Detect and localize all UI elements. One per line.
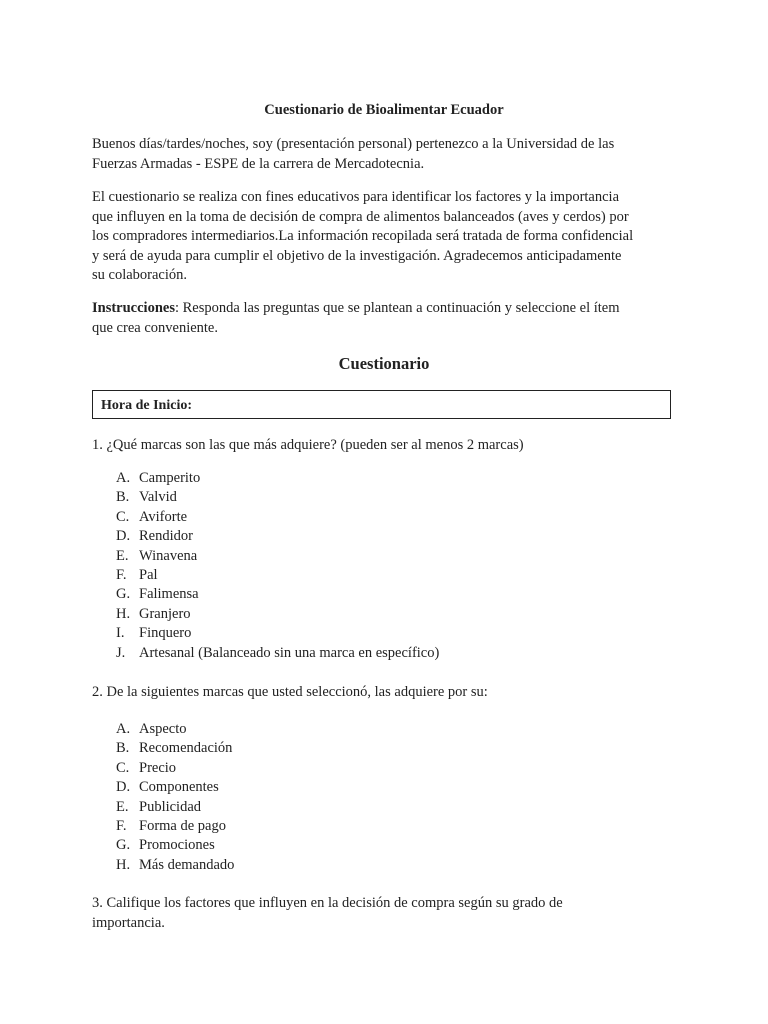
option-label: Granjero — [139, 605, 191, 622]
intro-paragraph — [92, 135, 676, 174]
option-item[interactable] — [116, 624, 439, 643]
option-label: Aspecto — [139, 721, 187, 737]
instructions-paragraph — [92, 299, 676, 338]
option-item[interactable] — [116, 585, 439, 604]
option-letter: A. — [116, 470, 131, 486]
option-letter: F. — [116, 567, 127, 584]
question-1: 1. ¿Qué marcas son las que más adquiere? (pueden ser al menos 2 marcas) — [92, 437, 524, 453]
option-item[interactable] — [116, 856, 234, 875]
start-time-box[interactable] — [92, 390, 671, 419]
option-item[interactable] — [116, 739, 234, 758]
option-item[interactable] — [116, 508, 439, 527]
option-label: Aviforte — [139, 508, 188, 525]
instructions-label: Instrucciones — [92, 300, 175, 316]
option-label: Forma de pago — [139, 818, 226, 835]
document-title: Cuestionario de Bioalimentar Ecuador — [264, 102, 504, 118]
option-label: Finquero — [139, 625, 192, 642]
section-title: Cuestionario — [338, 354, 430, 373]
purpose-paragraph — [92, 188, 676, 286]
start-time-label: Hora de Inicio: — [101, 398, 192, 413]
option-letter: H. — [116, 856, 131, 873]
question-2: 2. De la siguientes marcas que usted seleccionó, las adquiere por su: — [92, 684, 488, 700]
option-item[interactable] — [116, 605, 439, 624]
option-label: Precio — [139, 759, 177, 776]
purpose-line: El cuestionario se realiza con fines educativos para identificar los factores y la importancia — [92, 189, 620, 205]
option-item[interactable] — [116, 836, 234, 855]
option-item[interactable] — [116, 488, 439, 507]
option-letter: B. — [116, 740, 130, 757]
intro-line: Fuerzas Armadas - ESPE de la carrera de Mercadotecnia. — [92, 155, 425, 172]
instructions-line — [92, 299, 676, 319]
option-item[interactable] — [116, 798, 234, 817]
option-label: Pal — [139, 567, 158, 584]
option-letter: H. — [116, 605, 131, 622]
question-3-line: 3. Califique los factores que influyen en la decisión de compra según su grado de — [92, 895, 563, 911]
option-letter: D. — [116, 779, 131, 796]
question-3-line: importancia. — [92, 914, 165, 931]
option-item[interactable] — [116, 817, 234, 836]
option-letter: G. — [116, 586, 131, 603]
option-label: Valvid — [139, 489, 177, 506]
purpose-line: que influyen en la toma de decisión de compra de alimentos balanceados (aves y cerdos) por — [92, 208, 629, 225]
option-item[interactable] — [116, 720, 234, 739]
question-3 — [92, 894, 676, 933]
option-item[interactable] — [116, 566, 439, 585]
option-letter: C. — [116, 759, 130, 776]
option-label: Promociones — [139, 837, 215, 854]
option-label: Más demandado — [139, 856, 235, 873]
option-letter: D. — [116, 528, 131, 545]
purpose-line: su colaboración. — [92, 267, 188, 283]
purpose-line: y será de ayuda para cumplir el objetivo de la investigación. Agradecemos anticipadamente — [92, 247, 622, 264]
option-label: Publicidad — [139, 798, 202, 815]
option-item[interactable] — [116, 547, 439, 566]
option-item[interactable] — [116, 469, 439, 488]
option-letter: E. — [116, 547, 129, 564]
option-label: Artesanal (Balanceado sin una marca en específico) — [139, 644, 440, 661]
option-letter: E. — [116, 798, 129, 815]
purpose-line: los compradores intermediarios.La información recopilada será tratada de forma confidencial — [92, 228, 634, 244]
option-item[interactable] — [116, 778, 234, 797]
question-2-options — [116, 720, 234, 875]
instructions-line: que crea conveniente. — [92, 319, 218, 336]
intro-line: Buenos días/tardes/noches, soy (presentación personal) pertenezco a la Universidad de las — [92, 136, 615, 152]
question-1-options — [116, 469, 439, 663]
option-letter: F. — [116, 818, 127, 835]
option-label: Recomendación — [139, 740, 233, 757]
option-letter: J. — [116, 644, 126, 661]
option-letter: A. — [116, 721, 131, 737]
option-item[interactable] — [116, 644, 439, 663]
instructions-text: : Responda las preguntas que se plantean a continuación y seleccione el ítem — [174, 300, 620, 316]
option-letter: C. — [116, 508, 130, 525]
option-label: Componentes — [139, 779, 219, 796]
option-label: Falimensa — [139, 586, 199, 603]
option-letter: B. — [116, 489, 130, 506]
option-label: Rendidor — [139, 528, 193, 545]
option-letter: I. — [116, 625, 125, 642]
option-letter: G. — [116, 837, 131, 854]
option-label: Winavena — [139, 547, 198, 564]
option-item[interactable] — [116, 759, 234, 778]
option-item[interactable] — [116, 527, 439, 546]
option-label: Camperito — [139, 470, 201, 486]
